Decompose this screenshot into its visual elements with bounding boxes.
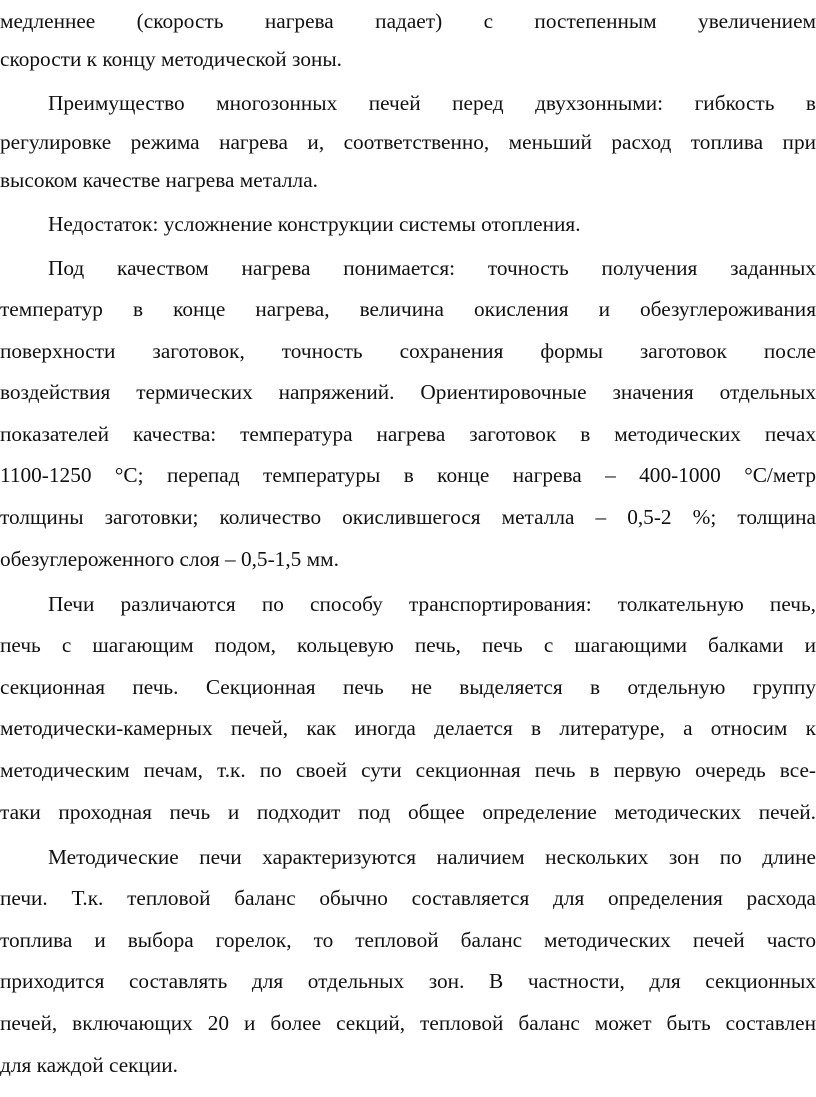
text-line: показателей качества: температура нагрева заготовок в методических печах <box>0 422 816 446</box>
text-line: обезуглероженного слоя – 0,5-1,5 мм. <box>0 547 339 571</box>
text-line: воздействия термических напряжений. Ориентировочные значения отдельных <box>0 380 816 404</box>
text-line: методическим печам, т.к. по своей сути секционная печь в первую очередь все- <box>0 758 816 782</box>
paragraph-first-line: Под качеством нагрева понимается: точность получения заданных <box>48 256 816 280</box>
text-line: высоком качестве нагрева металла. <box>0 168 318 192</box>
text-line: медленнее (скорость нагрева падает) с постепенным увеличением <box>0 9 816 33</box>
text-line: печей, включающих 20 и более секций, тепловой баланс может быть составлен <box>0 1011 816 1035</box>
text-line: поверхности заготовок, точность сохранения формы заготовок после <box>0 339 816 363</box>
paragraph-first-line: Печи различаются по способу транспортирования: толкательную печь, <box>48 592 816 616</box>
text-line: толщины заготовки; количество окислившегося металла – 0,5-2 %; толщина <box>0 505 816 529</box>
text-line: методически-камерных печей, как иногда делается в литературе, а относим к <box>0 716 816 740</box>
text-line: скорости к концу методической зоны. <box>0 47 342 71</box>
text-line: печь с шагающим подом, кольцевую печь, печь с шагающими балками и <box>0 633 816 657</box>
text-line: секционная печь. Секционная печь не выделяется в отдельную группу <box>0 675 816 699</box>
text-line: приходится составлять для отдельных зон. В частности, для секционных <box>0 969 816 993</box>
text-line: таки проходная печь и подходит под общее определение методических печей. <box>0 800 816 824</box>
text-line: печи. Т.к. тепловой баланс обычно составляется для определения расхода <box>0 886 816 910</box>
text-line: топлива и выбора горелок, то тепловой баланс методических печей часто <box>0 928 816 952</box>
text-line: для каждой секции. <box>0 1053 179 1077</box>
paragraph-first-line: Методические печи характеризуются наличием нескольких зон по длине <box>48 845 816 869</box>
paragraph-first-line: Преимущество многозонных печей перед двухзонными: гибкость в <box>48 91 816 115</box>
paragraph-first-line: Недостаток: усложнение конструкции системы отопления. <box>48 212 581 236</box>
text-line: регулировке режима нагрева и, соответственно, меньший расход топлива при <box>0 130 816 154</box>
text-line: 1100-1250 °С; перепад температуры в конце нагрева – 400-1000 °С/метр <box>0 463 816 487</box>
text-line: температур в конце нагрева, величина окисления и обезуглероживания <box>0 297 816 321</box>
